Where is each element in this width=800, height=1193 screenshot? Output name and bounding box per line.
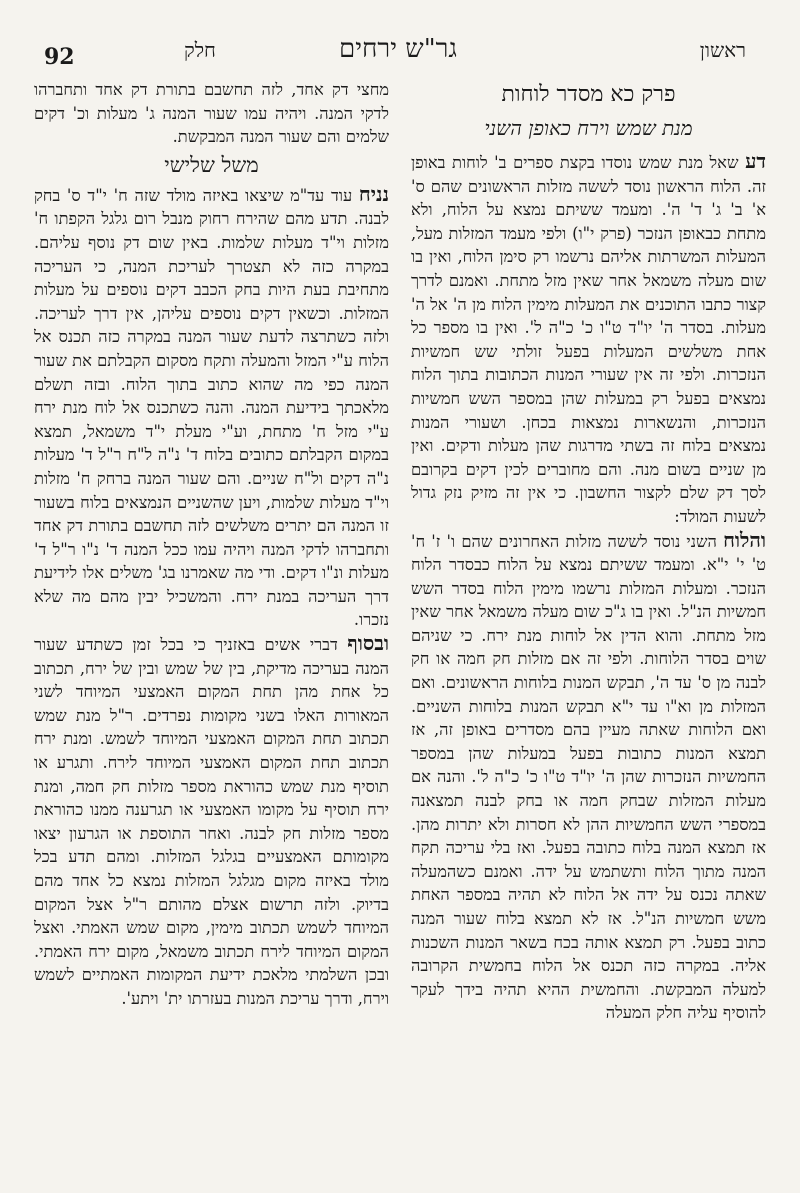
paragraph-text: שאל מנת שמש נוסדו בקצת ספרים ב' לוחות באופן זה. הלוח הראשון נוסד לששה מזלות הראשונים שהם ס' א' ב' ג' ד' ה'. ומעמד ששיתם נמצא על הלוח, ולא מתחת כבאופן הנזכר (פרק י"ו) ולפי מעמד המזלות מעל, המעלות המשרתות אליהם נרשמו רק סימן הלוח, ואין בו שום מעלה משמאל אחר שאין מזל מתחת. ואמנם לדרך קצור כתבו התוכנים את המעלות מימין הלוח מן ה' אל ה' מעלות. בסדר ה' יו"ד ט"ו כ' כ"ה ל'. ואין בו מספר כל אחת משלשים המעלות בפעל זולתי שש חמשיות הנזכרות. ולפי זה אין שעורי המנות הכתובות בתוך הלוח נמצאים בפעל רק במעלות שהן במספר השש חמשיות הנזכרות, והנשארות נמצאות בכחן. ושעורי המנות נמצאים בלוח זה בשתי מדרגות שהן מעלות ודקים. ואין מן שניים בשום מנה. והם מחוברים לכין דקים בקרובם לסך דק שלם לקצור החשבון. כי אין זה מזיק נזק גדול לשעות המולד: <box>411 153 766 526</box>
paragraph-text: מחצי דק אחד, לזה תחשבם בתורת דק אחד ותחברהו לדקי המנה. ויהיה עמו שעור המנה ג' מעלות וכ' דקים שלמים והם שעור המנה המבקשת. <box>34 80 389 147</box>
paragraph-text: עוד עד"מ שיצאו באיזה מולד שזה ח' י"ד ס' בחק לבנה. תדע מהם שהירח רחוק מנבל רום גלגל הקפתו ח' מזלות וי"ד מעלות שלמות. באין שום דק נוסף עליהם. במקרה כזה לא תצטרך לעריכת המנה, כי העריכה מתחיבת בעת היות בחק הכבב דקים נוספים על מעלות המזלות. וכשאין דקים נוספים עליהן, אין דרך לעריכה. ולזה כשתרצה לדעת שעור המנה במקרה כזה תכנס אל הלוח ע"י המזל והמעלה ותקח מסקום הקבלתם את שעור המנה כפי מה שהוא כתוב בתוך הלוח. ובזה תשלם מלאכתך בידיעת המנה. והנה כשתכנס אל לוח מנת ירח ע"י מזל ח' מתחת, וע"י מעלת י"ד משמאל, תמצא במקום הקבלתם כתובים בלוח ד' נ"ה ל"ח ר"ל ד' מעלות נ"ה דקים ול"ח שניים. והם שעור המנה ברחק ח' מזלות וי"ד מעלות שלמות, ויען שהשניים הנמצאים בלוח בשעור זו המנה הם יתרים משלשים לזה תחשבם בתורת דק אחד ותחברהו לדקי המנה ויהיה עמו ככל המנה ד' נ"ו ר"ל ד' מעלות ונ"ו דקים. ודי מה שאמרנו בג' משלים אלו לידיעת דרך העריכה במנת ירח. והמשכיל יבין מהם מה שלא נזכרו. <box>34 185 389 630</box>
paragraph-text: דברי אשים באזניך כי בכל זמן כשתדע שעור המנה בעריכה מדיקת, בין של שמש ובין של ירח, תכתוב כל אחת מהן תחת המקום האמצעי המיוחד לשני המאורות האלו בשני מקומות נפרדים. ר"ל מנת שמש תכתוב תחת המקום האמצעי המיוחד לשמש. ומנת ירח תכתוב תחת המקום האמצעי המיוחד לירח. ותגרע או תוסיף מנת שמש כהוראת מספר מזלות חק חמה, ומנת ירח תוסיף על מקומו האמצעי או תגרענה ממנו כהוראת מספר מזלות חק לבנה. ואחר התוספת או הגרעון יצאו מקומותם האמצעיים בגלגל המזלות. ומהם תדע בכל מולד באיזה מקום מגלגל המזלות נמצא כל אחד מהם בדיוק. ולזה תרשום אצלם מהותם ר"ל אצל המקום המיוחד לשמש תכתוב מימין, מקום שמש האמתי. ואצל המקום המיוחד לירח תכתוב משמאל, מקום ירח האמתי. ובכן השלמתי מלאכת ידיעת המקומות האמתיים לשמש וירח, ודרך עריכת המנות בעזרתו ית' ויתע'. <box>34 635 389 1008</box>
running-head-book-title: גר"ש ירחים <box>339 34 458 64</box>
paragraph <box>34 78 389 149</box>
paragraph-lead-word: והלוח <box>723 527 766 552</box>
paragraph <box>34 183 389 632</box>
text-columns <box>34 78 766 1145</box>
chapter-subtitle: מנת שמש וירח כאופן השני <box>484 116 693 140</box>
paragraph-lead-word: ובסוף <box>347 631 389 656</box>
paragraph-lead-word: נניח <box>358 181 389 206</box>
chapter-title: פרק כא מסדר לוחות <box>501 82 676 107</box>
paragraph-text: השני נוסד לששה מזלות האחרונים שהם ו' ז' ח' ט' י' י"א. ומעמד ששיתם נמצא על הלוח כבסדר הלוח הנזכר. ומעלות המזלות נרשמו מימין הלוח בסדר השש חמשיות הנ"ל. ואין בו ג"כ שום מעלה משמאל אחר שאין מזל מתחת. והוא הדין אל לוחות מנת ירח. כי שניהם שוים בסדר הלוחות. ולפי זה אם מזלות חק חמה או חק לבנה מן ס' עד ה', תבקש המנות בלוחות הראשונים. ואם המזלות מן וא"ו עד י"א תבקש המנות בלוחות השניים. ואם הלוחות שאתה מעיין בהם מסדרים באופן זה, אז תמצא המנות כתובות בפעל במעלות שהן במספר החמשיות הנזכרות שהן ה' יו"ד ט"ו כ' כ"ה ל'. והנה אם מעלות המזלות שבחק חמה או בחק לבנה תמצאנה במספרי השש החמשיות ההן לא חסרות ולא יתרות מהן. אז תמצא המנה בלוח כתובה בפעל. ואז בלי עריכה תקח המנה מתוך הלוח ותשתמש על ידה. ואמנם כשהמעלה שאתה נכנס על ידה אל הלוח לא תהיה במספר האחת משש חמשיות הנ"ל. אז לא תמצא בלוח שעור המנה כתוב בפעל. רק תמצא אותה בכח בשאר המנות השכנות אליה. במקרה כזה תכנס אל הלוח בחמשית הקרובה למעלה המבקשת. והחמשית ההיא תהיה בידך לעקר להוסיף עליה חלק המעלה <box>411 531 766 1023</box>
running-head <box>34 34 766 72</box>
right-column <box>411 78 766 1145</box>
running-head-part: חלק <box>184 38 216 62</box>
paragraph <box>411 150 766 529</box>
paragraph-lead-word: דע <box>745 149 766 173</box>
left-column <box>34 78 389 1145</box>
section-title: משל שלישי <box>164 152 259 177</box>
paragraph <box>411 529 766 1025</box>
page-number: 92 <box>44 44 75 70</box>
running-head-volume: ראשון <box>699 38 746 62</box>
paragraph <box>34 632 389 1011</box>
